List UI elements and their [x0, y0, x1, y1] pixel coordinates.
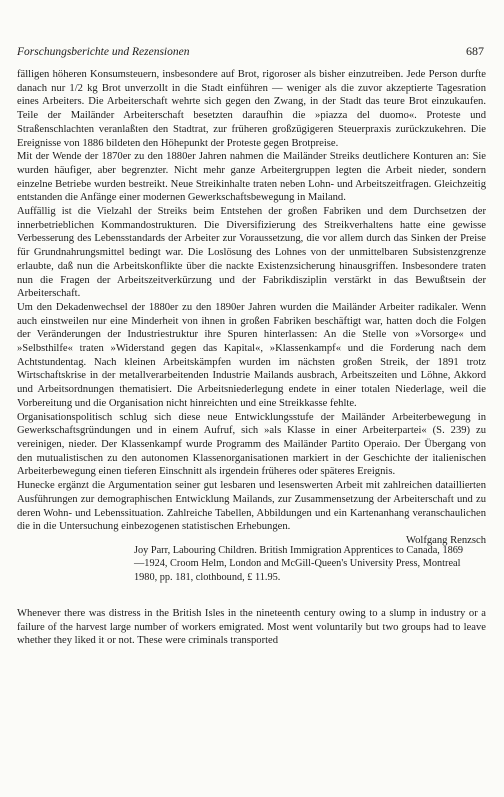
review-body-english: [17, 607, 486, 648]
page-header: [17, 44, 484, 59]
paragraph: fälligen höheren Konsumsteuern, insbesondere auf Brot, rigoroser als bisher einzutreiben. Jede Person durfte danach nur 1/2 kg Brot unverzollt in die Stadt einführen — weniger als die zuvor akzeptierte Tagesration eines Arbeiters. Die Arbeiterschaft wehrte sich gegen den Zwang, in der Stadt das teure Brot einzukaufen. Teile der Mailänder Arbeiterschaft besetzten daraufhin die »piazza del duomo«. Proteste und Straßenschlachten veranlaßten den Stadtrat, zur früheren großzügigeren Steuerpraxis zurückzukehren. Die Ereignisse von 1886 bildeten den Höhepunkt der Proteste gegen Brotpreise.: [17, 69, 486, 149]
running-title: Forschungsberichte und Rezensionen: [17, 46, 190, 58]
paragraph: Hunecke ergänzt die Argumentation seiner gut lesbaren und lesenswerten Arbeit mit zahlreichen dataillierten Ausführungen zur demographischen Entwicklung Mailands, zur Zusammensetzung der Arbeiterschaft und zu deren Wohn- und Lebenssituation. Zahlreiche Tabellen, Abbildungen und ein Kartenanhang veranschaulichen die in die Untersuchung einbezogenen statistischen Erhebungen.: [17, 480, 486, 533]
review-body-german: [17, 68, 486, 548]
paragraph: Auffällig ist die Vielzahl der Streiks beim Entstehen der großen Fabriken und dem Durchsetzen der innerbetrieblichen Kommandostrukturen. Die Diversifizierung des Streikverhaltens hatte eine gewisse Verbesserung des Lebensstandards der Arbeiter zur Voraussetzung, die vor allem durch das Sinken der Preise für Grundnahrungsmittel bedingt war. Die Loslösung des Lohnes von der unmittelbaren Subsistenzgrenze erlaubte, daß nun die Arbeitskonflikte über die nackte Existenzsicherung hinausgriffen. Insbesondere traten nun die Fragen der Arbeitszeitverkürzung und der Fabrikdisziplin verstärkt in das Bewußtsein der Arbeiterschaft.: [17, 206, 486, 300]
page-number: 687: [466, 44, 484, 58]
paragraph: Mit der Wende der 1870er zu den 1880er Jahren nahmen die Mailänder Streiks deutlichere Konturen an: Sie wurden häufiger, aber begrenzter. Nicht mehr ganze Arbeitergruppen legten die Arbeit nieder, sondern einzelne Betriebe wurden bestreikt. Neue Streikinhalte traten neben Lohn- und Arbeitszeitfragen. Gleichzeitig entstanden die Anfänge einer modernen Gewerkschaftsbewegung in Mailand.: [17, 151, 486, 204]
paragraph: Whenever there was distress in the British Isles in the nineteenth century owing to a slump in industry or a failure of the harvest large number of workers emigrated. Most went voluntarily but two groups had to leave whether they liked it or not. These were criminals transported: [17, 608, 486, 647]
book-citation: [134, 544, 472, 584]
paragraph: Um den Dekadenwechsel der 1880er zu den 1890er Jahren wurden die Mailänder Arbeiter radikaler. Wenn auch einstweilen nur eine Minderheit von ihnen in großen Fabriken beschäftigt war, hatten doch die Folgen der Veränderungen der Industriestruktur ihre Spuren hinterlassen: An die Stelle von »Vorsorge« und »Selbsthilfe« traten »Widerstand gegen das Kapital«, »Klassenkampf« und die Forderung nach dem Achtstundentag. Nach kleinen Arbeitskämpfen wurden im nächsten großen Streik, der 1891 trotz Wirtschaftskrise in der metallverarbeitenden Industrie Mailands ausbrach, Arbeitszeiten und Löhne, Akkord und Arbeitsordnungen thematisiert. Die Arbeitsniederlegung endete in einer totalen Niederlage, weil die Vorbereitung und die Organisation nicht hinreichten und eine Streikkasse fehlte.: [17, 301, 486, 409]
citation-text: Joy Parr, Labouring Children. British Immigration Apprentices to Canada, 1869—1924, Croom Helm, London and McGill-Queen's University Press, Montreal 1980, pp. 181, clothbound, £ 11.95.: [134, 545, 464, 583]
paragraph: Organisationspolitisch schlug sich diese neue Entwicklungsstufe der Mailänder Arbeiterbewegung in Gewerkschaftsgründungen und in einem Aufruf, sich »als Klasse in einer Arbeiterpartei« (S. 239) zu vereinigen, nieder. Der Klassenkampf wurde Programm des Mailänder Partito Operaio. Der Übergang von den mutualistischen zu den autonomen Klassenorganisationen markiert in der Geschichte der italienischen Arbeiterbewegung einen tieferen Einschnitt als irgendein früheres oder späteres Ereignis.: [17, 411, 486, 478]
reviewer-signature: Wolfgang Renzsch: [405, 534, 486, 546]
